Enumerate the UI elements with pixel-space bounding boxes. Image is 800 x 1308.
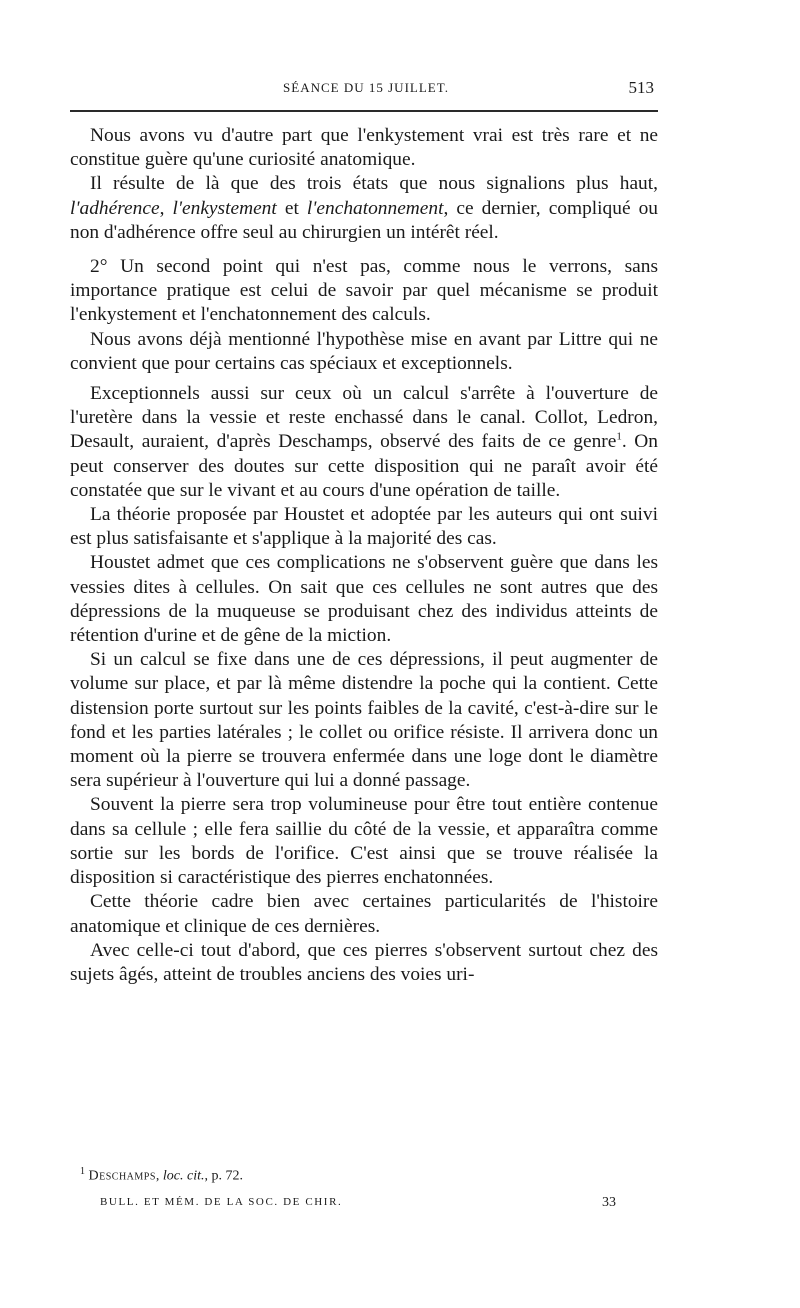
footnote-author: Deschamps (88, 1168, 156, 1184)
footnote (80, 1166, 243, 1185)
paragraph: Nous avons vu d'autre part que l'enkystement vrai est très rare et ne constitue guère qu'une curiosité anatomique. (70, 125, 658, 171)
page-number: 513 (628, 78, 654, 97)
paragraph (70, 172, 658, 245)
signature-line: BULL. ET MÉM. DE LA SOC. DE CHIR. (100, 1196, 343, 1208)
paragraph: La théorie proposée par Houstet et adoptée par les auteurs qui ont suivi est plus satisfaisante et s'applique à la majorité des cas. (70, 504, 658, 550)
emphasis-term: l'enchatonnement (306, 197, 444, 219)
paragraph: Si un calcul se fixe dans une de ces dépressions, il peut augmenter de volume sur place, et par là même distendre la poche qui la contient. Cette distension porte surtout sur les points faibles de la cavité, c'est-à-dire sur le fond et les parties latérales ; le collet ou orifice résiste. Il arrivera donc un moment où la pierre se trouvera enfermée dans une loge dont le diamètre sera supérieur à l'ouverture qui lui a donné passage. (70, 649, 658, 792)
paragraph: Avec celle-ci tout d'abord, que ces pierres s'observent surtout chez des sujets âgés, atteint de troubles anciens des voies uri- (70, 939, 658, 985)
paragraph-text: Exceptionnels aussi sur ceux où un calcul s'arrête à l'ouverture de l'uretère dans la vessie et reste enchassé dans le canal. Collot, Ledron, Desault, auraient, d'après Deschamps, observé des faits de ce genre (70, 383, 658, 453)
paragraph-text: , ce dernier, compliqué ou non d'adhérence offre seul au chirurgien un intérêt réel. (70, 197, 658, 243)
paragraph: Houstet admet que ces complications ne s'observent guère que dans les vessies dites à cellules. On sait que ces cellules ne sont autres que des dépressions de la muqueuse se produisant chez des individus atteints de rétention d'urine et de gêne de la miction. (70, 552, 658, 647)
paragraph-text: et (276, 197, 307, 219)
body-text (70, 124, 658, 987)
running-head (70, 78, 662, 98)
footnote-mark: 1 (80, 1166, 85, 1177)
paragraph-text: , (159, 197, 173, 219)
paragraph-text: . On peut conserver des doutes sur cette disposition qui ne paraît avoir été constatée que sur le vivant et au cours d'une opération de taille. (70, 431, 658, 501)
header-rule (70, 110, 658, 112)
paragraph: Souvent la pierre sera trop volumineuse pour être tout entière contenue dans sa cellule ; elle fera saillie du côté de la vessie, et apparaîtra comme sortie sur les bords de l'orifice. C'est ainsi que se trouve réalisée la disposition si caractéristique des pierres enchatonnées. (70, 794, 658, 889)
paragraph (70, 382, 658, 503)
paragraph-text: Il résulte de là que des trois états que nous signalions plus haut, (90, 173, 658, 195)
footnote-mark: 1 (616, 430, 622, 443)
paragraph: 2° Un second point qui n'est pas, comme nous le verrons, sans importance pratique est celui de savoir par quel mécanisme se produit l'enkystement et l'enchatonnement des calculs. (70, 256, 658, 326)
paragraph: Cette théorie cadre bien avec certaines particularités de l'histoire anatomique et clinique de ces dernières. (70, 891, 658, 937)
signature-number: 33 (602, 1195, 616, 1210)
paragraph: Nous avons déjà mentionné l'hypothèse mise en avant par Littre qui ne convient que pour certains cas spéciaux et exceptionnels. (70, 328, 658, 374)
page-content (70, 0, 662, 1308)
running-title: SÉANCE DU 15 JUILLET. (283, 80, 449, 95)
footnote-page: , p. 72. (204, 1168, 244, 1184)
emphasis-term: l'enkystement (172, 197, 277, 219)
footnote-reference: loc. cit. (162, 1168, 205, 1184)
emphasis-term: l'adhérence (70, 197, 160, 219)
footnote-separator: , (155, 1168, 163, 1184)
